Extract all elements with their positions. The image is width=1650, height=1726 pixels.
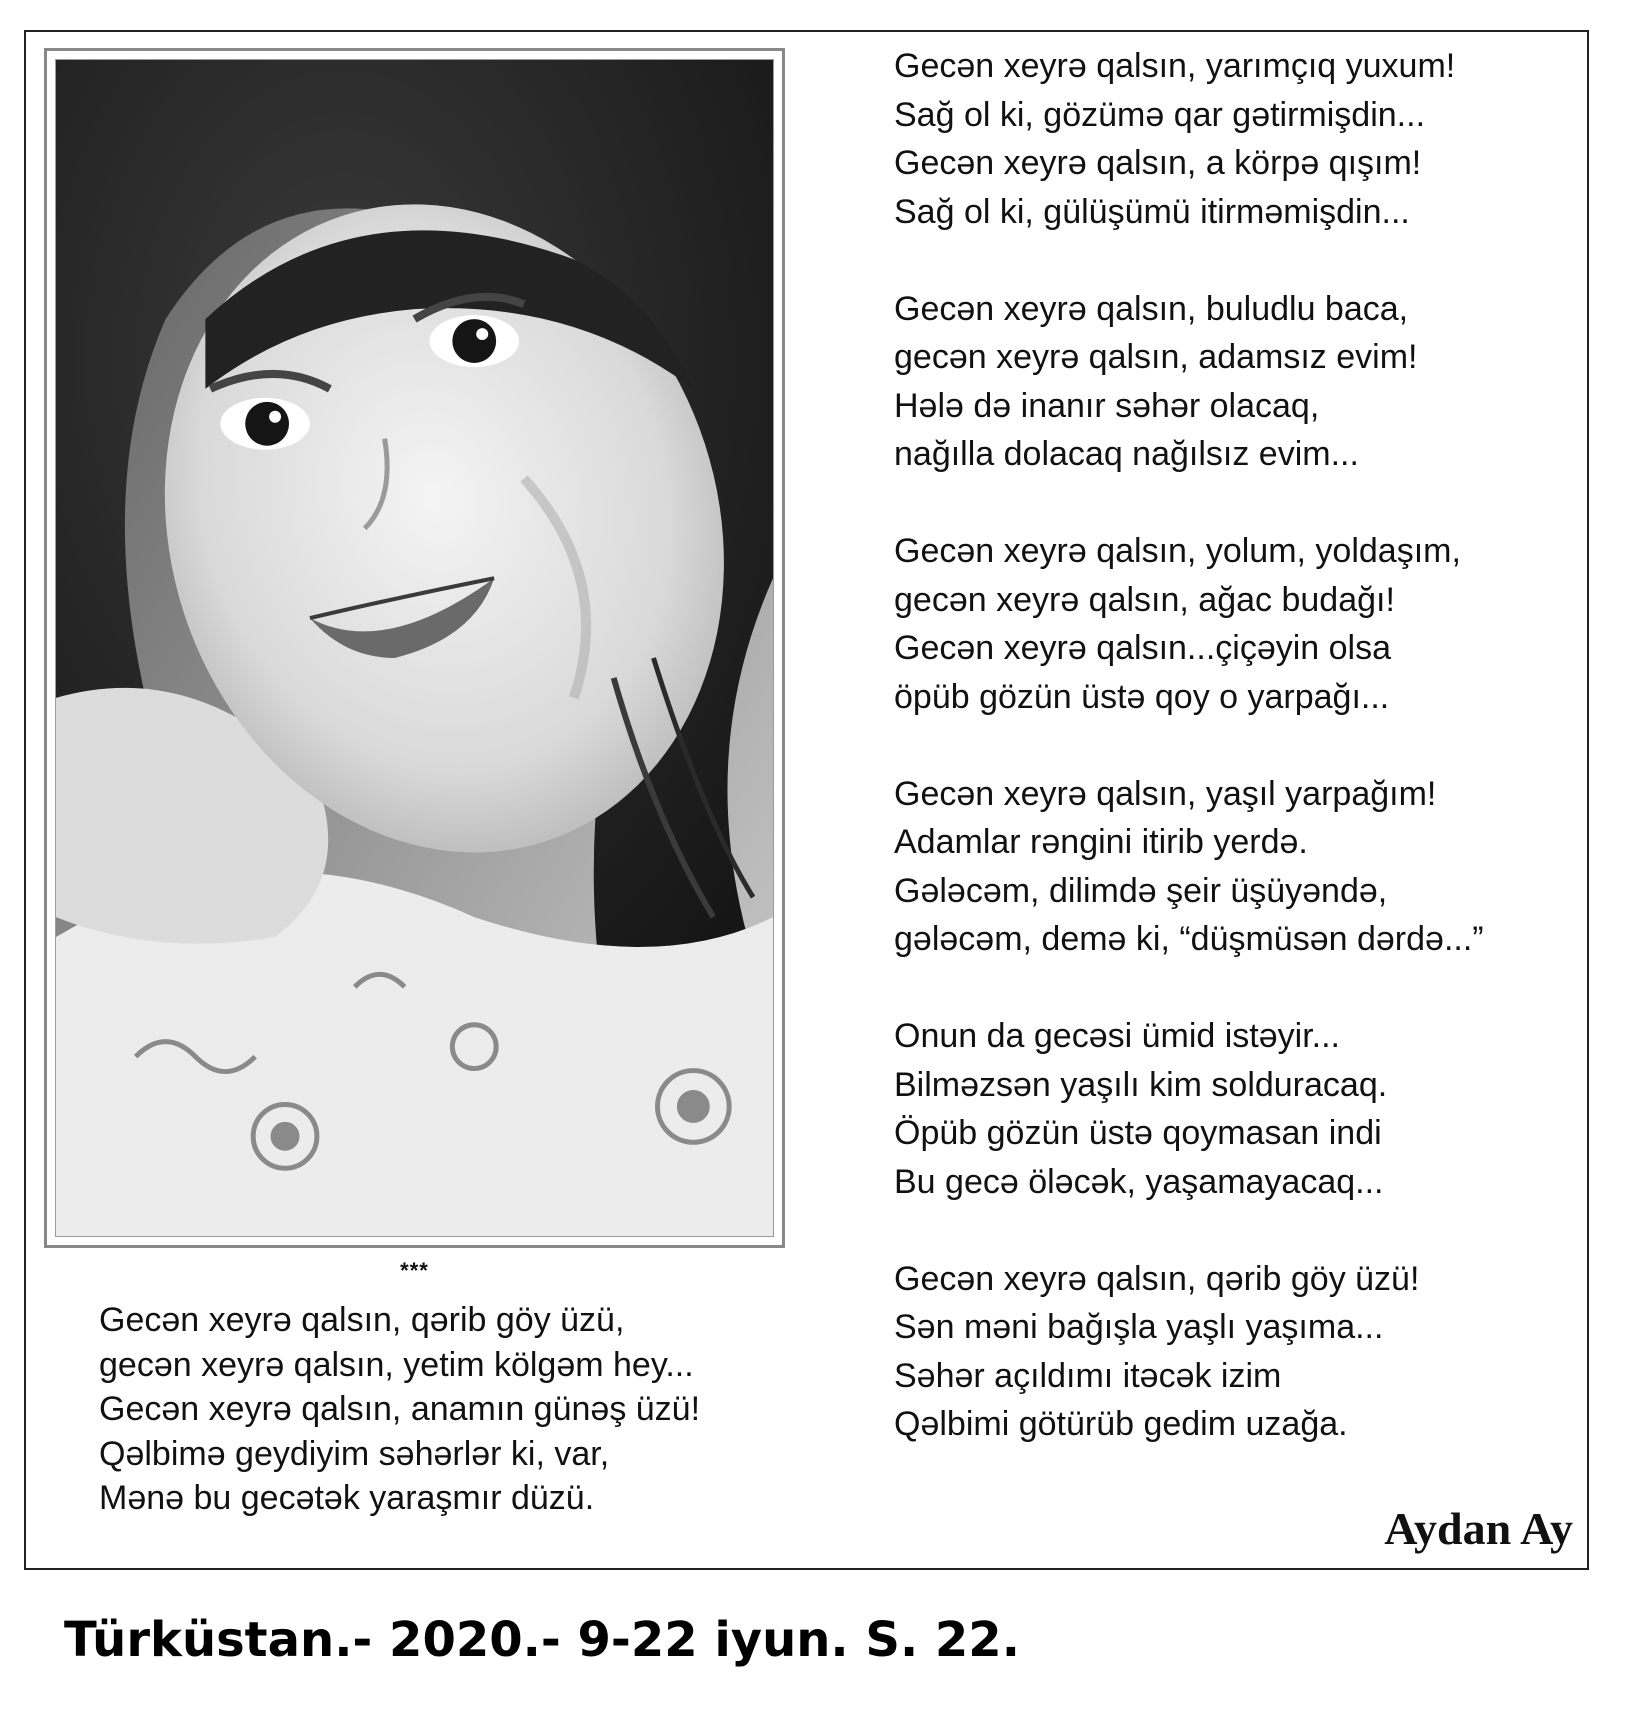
- newspaper-clipping: [24, 30, 1589, 1570]
- poem-line: Gecən xeyrə qalsın, anamın günəş üzü!: [99, 1390, 701, 1428]
- poem-line: Bu gecə öləcək, yaşamayacaq...: [894, 1162, 1384, 1201]
- poem-stanza: [894, 285, 1584, 479]
- poem-line: Gecən xeyrə qalsın, qərib göy üzü,: [99, 1301, 625, 1339]
- poem-line: Bilməzsən yaşılı kim solduracaq.: [894, 1065, 1388, 1104]
- poem-line: Gecən xeyrə qalsın, yaşıl yarpağım!: [894, 774, 1437, 813]
- poem-line: Qəlbimə geydiyim səhərlər ki, var,: [99, 1434, 610, 1473]
- poem-line: Sağ ol ki, gülüşümü itirməmişdin...: [894, 192, 1410, 231]
- poem-line: Gecən xeyrə qalsın...çiçəyin olsa: [894, 629, 1392, 667]
- poem-line: Sən məni bağışla yaşlı yaşıma...: [894, 1308, 1384, 1346]
- poem-line: öpüb gözün üstə qoy o yarpağı...: [894, 677, 1390, 716]
- poem-line: nağılla dolacaq nağılsız evim...: [894, 435, 1359, 473]
- author-signature: Aydan Ay: [1384, 1503, 1573, 1554]
- poem-line: Sağ ol ki, gözümə qar gətirmişdin...: [894, 95, 1426, 134]
- poem-line: Gecən xeyrə qalsın, yolum, yoldaşım,: [894, 532, 1461, 570]
- poem-line: gecən xeyrə qalsın, adamsız evim!: [894, 338, 1418, 376]
- poem-line: Mənə bu gecətək yaraşmır düzü.: [99, 1479, 595, 1517]
- poem-line: gecən xeyrə qalsın, yetim kölgəm hey...: [99, 1345, 694, 1384]
- portrait-photo: [55, 59, 774, 1237]
- poem-line: Gecən xeyrə qalsın, qərib göy üzü!: [894, 1259, 1420, 1298]
- poem-line: Onun da gecəsi ümid istəyir...: [894, 1017, 1341, 1055]
- left-stanza: [99, 1298, 799, 1521]
- poem-stanza: [894, 1012, 1584, 1206]
- poem-line: Qəlbimi götürüb gedim uzağa.: [894, 1405, 1348, 1443]
- poem-line: Gecən xeyrə qalsın, buludlu baca,: [894, 289, 1409, 328]
- poem-stanza: [894, 1255, 1584, 1449]
- poem-stanza: [894, 770, 1584, 964]
- poem-line: gecən xeyrə qalsın, ağac budağı!: [894, 580, 1395, 619]
- poem-line: Öpüb gözün üstə qoymasan indi: [894, 1114, 1382, 1152]
- poem-line: Gecən xeyrə qalsın, a körpə qışım!: [894, 144, 1422, 182]
- poem-line: gələcəm, demə ki, “düşmüsən dərdə...”: [894, 920, 1484, 958]
- poem-line: Səhər açıldımı itəcək izim: [894, 1356, 1282, 1395]
- source-citation: Türküstan.- 2020.- 9-22 iyun. S. 22.: [64, 1612, 1020, 1668]
- poem-line: Adamlar rəngini itirib yerdə.: [894, 823, 1308, 861]
- portrait-illustration: [56, 60, 773, 1236]
- poem-line: Hələ də inanır səhər olacaq,: [894, 386, 1320, 425]
- poem-stanza: [894, 42, 1584, 236]
- poem-line: Gələcəm, dilimdə şeir üşüyəndə,: [894, 871, 1388, 910]
- poem-column: [894, 42, 1584, 1497]
- photo-frame: [44, 48, 785, 1248]
- poem-line: Gecən xeyrə qalsın, yarımçıq yuxum!: [894, 47, 1456, 85]
- section-separator: ***: [400, 1258, 429, 1283]
- poem-stanza: [894, 527, 1584, 721]
